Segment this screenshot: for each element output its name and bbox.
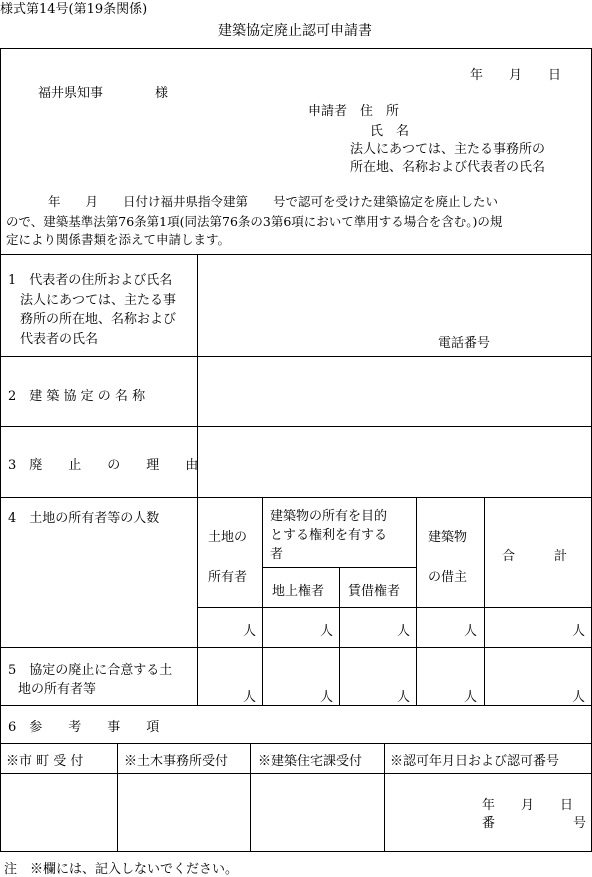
col-superficies: 地上権者: [272, 584, 325, 599]
representative-label-1: 1 代表者の住所および氏名: [8, 273, 173, 288]
unit-lessee: 人: [397, 624, 411, 639]
representative-label-3: 務所の所在地、名称および: [20, 312, 177, 327]
representative-label-4: 代表者の氏名: [20, 332, 99, 347]
col-lessee: 賃借権者: [348, 584, 401, 599]
application-date: 年 月 日: [470, 68, 562, 83]
applicant-address-label: 申請者 住 所: [308, 104, 400, 119]
footer-note: 注 ※欄には、記入しないでください。: [4, 862, 239, 877]
form-number: 様式第14号(第19条関係): [0, 2, 148, 17]
col-building-right-1: 建築物の所有を目的: [270, 509, 388, 524]
unit-superficies: 人: [320, 624, 334, 639]
consent-unit-superficies: 人: [320, 690, 334, 705]
reason-label: 3 廃 止 の 理 由: [8, 458, 199, 473]
consent-unit-total: 人: [572, 690, 586, 705]
unit-land-owner: 人: [243, 624, 257, 639]
unit-building-tenant: 人: [464, 624, 478, 639]
consent-label-1: 5 協定の廃止に合意する土: [8, 663, 173, 678]
col-building-tenant-1: 建築物: [428, 530, 468, 545]
city-reception-label: ※市 町 受 付: [6, 754, 84, 769]
representative-input-area[interactable]: [200, 257, 588, 327]
col-total: 合 計: [502, 549, 568, 564]
col-building-right-2: とする権利を有する: [270, 528, 388, 543]
approval-info-label: ※認可年月日および認可番号: [390, 754, 560, 769]
unit-total: 人: [572, 624, 586, 639]
form-title: 建築協定廃止認可申請書: [218, 23, 372, 39]
approval-date: 年 月 日: [482, 798, 574, 813]
consent-unit-land-owner: 人: [243, 690, 257, 705]
col-building-right-3: 者: [270, 547, 284, 562]
applicant-name-label: 氏 名: [370, 124, 410, 139]
col-land-owner-2: 所有者: [208, 570, 248, 585]
agreement-name-label: 2 建 築 協 定 の 名 称: [8, 389, 146, 404]
application-body-line1: 年 月 日付け福井県指令建第 号で認可を受けた建築協定を廃止したい: [48, 194, 499, 209]
phone-label: 電話番号: [438, 336, 491, 351]
corporate-note-line2: 所在地、名称および代表者の氏名: [350, 160, 546, 175]
col-land-owner-1: 土地の: [208, 530, 248, 545]
civil-office-reception-label: ※土木事務所受付: [124, 754, 229, 769]
owners-count-label: 4 土地の所有者等の人数: [8, 511, 160, 526]
application-body-line2: ので、建築基準法第76条第1項(同法第76条の3第6項において準用する場合を含む。)の規: [6, 214, 503, 229]
application-body-line3: 定により関係書類を添えて申請します。: [6, 232, 231, 247]
col-building-tenant-2: の借主: [428, 570, 468, 585]
addressee: 福井県知事 様: [38, 86, 169, 101]
reference-input[interactable]: [200, 708, 588, 740]
consent-unit-building-tenant: 人: [464, 690, 478, 705]
consent-unit-lessee: 人: [397, 690, 411, 705]
corporate-note-line1: 法人にあつては、主たる事務所の: [350, 142, 546, 157]
building-housing-reception-label: ※建築住宅課受付: [258, 754, 363, 769]
reason-input[interactable]: [200, 429, 588, 494]
reference-label: 6 参 考 事 項: [8, 720, 160, 735]
representative-label-2: 法人にあつては、主たる事: [20, 293, 177, 308]
approval-number: 番 号: [482, 816, 587, 831]
agreement-name-input[interactable]: [200, 359, 588, 423]
consent-label-2: 地の所有者等: [18, 682, 97, 697]
